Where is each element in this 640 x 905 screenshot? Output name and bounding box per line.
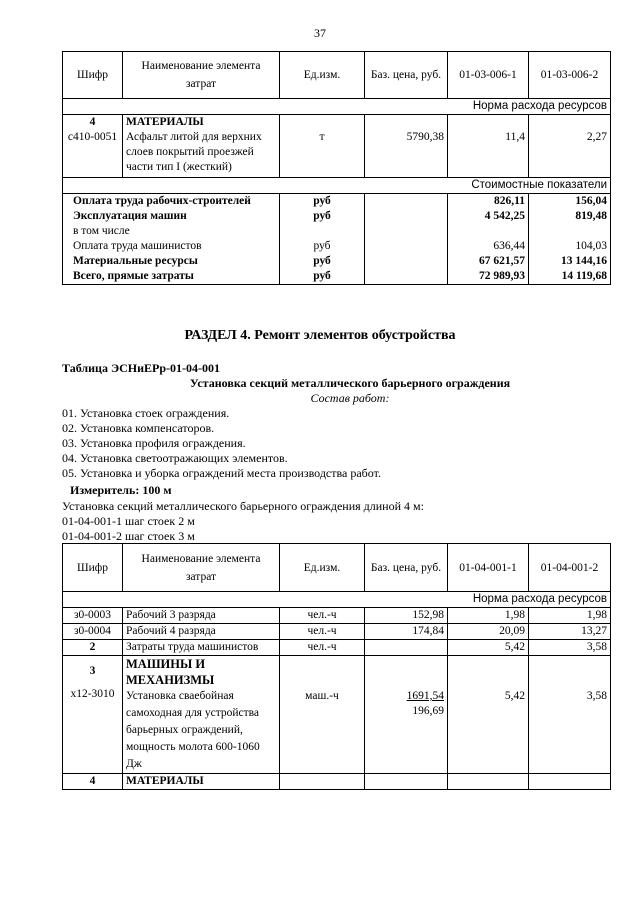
cost-v2: 13 144,16 [529, 254, 611, 269]
material-v2: 2,27 [586, 131, 607, 143]
norm-label: Норма расхода ресурсов [63, 99, 611, 115]
header-col2: 01-03-006-2 [529, 52, 611, 99]
worker-name: Рабочий 3 разряда [123, 608, 280, 624]
header-unit: Ед.изм. [280, 544, 365, 592]
machine-code-cell [63, 656, 123, 774]
worker-v1: 1,98 [448, 608, 529, 624]
cost-name: Эксплуатация машин [63, 209, 280, 224]
table-row [63, 640, 611, 656]
header-name: Наименование элемента затрат [123, 544, 280, 592]
machine-name-cell [123, 656, 280, 774]
cost-v1: 826,11 [448, 194, 529, 210]
section-title: МАТЕРИАЛЫ [126, 116, 204, 128]
worker-price: 174,84 [365, 624, 448, 640]
worker-v2: 13,27 [529, 624, 611, 640]
operators-price [365, 640, 448, 656]
empty-cell [448, 774, 529, 790]
empty-cell [529, 774, 611, 790]
machine-v2-cell [529, 656, 611, 774]
cost-v1: 636,44 [448, 239, 529, 254]
work-item: 02. Установка компенсаторов. [62, 421, 215, 435]
material-price: 5790,38 [406, 131, 444, 143]
empty-cell [280, 774, 365, 790]
cost-unit: руб [280, 239, 365, 254]
cost-v1: 72 989,93 [448, 269, 529, 285]
cost-v1 [448, 224, 529, 239]
cost-v2 [529, 224, 611, 239]
worker-v2: 1,98 [529, 608, 611, 624]
section-num-text: 4 [89, 116, 96, 128]
operators-code: 2 [63, 640, 123, 656]
empty-cell [365, 194, 448, 210]
machine-price: 1691,54 [406, 690, 444, 702]
cost-v2: 14 119,68 [529, 269, 611, 285]
cost-unit: руб [280, 209, 365, 224]
worker-v1: 20,09 [448, 624, 529, 640]
work-title: Состав работ: [310, 391, 390, 405]
measure: Измеритель: 100 м [70, 483, 172, 497]
material-code: с410-0051 [67, 131, 118, 143]
cost-v1: 4 542,25 [448, 209, 529, 224]
cost-v1: 67 621,57 [448, 254, 529, 269]
header-unit: Ед.изм. [280, 52, 365, 99]
header-code: Шифр [63, 544, 123, 592]
empty-cell [365, 774, 448, 790]
cost-name: в том числе [63, 224, 280, 239]
empty-cell [365, 269, 448, 285]
material-v2-cell [529, 115, 611, 178]
work-item: 03. Установка профиля ограждения. [62, 436, 246, 450]
machine-v1: 5,42 [504, 690, 525, 702]
worker-code: з0-0003 [63, 608, 123, 624]
variant: 01-04-001-2 шаг стоек 3 м [62, 529, 195, 543]
work-item: 04. Установка светоотражающих элементов. [62, 451, 288, 465]
worker-code: з0-0004 [63, 624, 123, 640]
machine-unit-cell [280, 656, 365, 774]
cost-unit: руб [280, 269, 365, 285]
cost-v2: 819,48 [529, 209, 611, 224]
material-v1: 11,4 [505, 131, 525, 143]
machine-price-cell [365, 656, 448, 774]
table-name: Установка секций металлического барьерного ограждения [189, 376, 511, 390]
material-name: Асфальт литой для верхних слоев покрытий проезжей части тип I (жесткий) [126, 131, 262, 173]
operators-v2: 3,58 [529, 640, 611, 656]
cost-label: Стоимостные показатели [63, 178, 611, 194]
cost-name: Оплата труда рабочих-строителей [63, 194, 280, 210]
operators-unit: чел.-ч [280, 640, 365, 656]
header-col1: 01-03-006-1 [448, 52, 529, 99]
operators-name: Затраты труда машинистов [123, 640, 280, 656]
machine-name: Установка сваебойная самоходная для устройства барьерных ограждений, мощность молота 600-1060 Дж [126, 690, 260, 770]
header-name: Наименование элемента затрат [123, 52, 280, 99]
cost-row [63, 209, 611, 224]
cost-v2: 104,03 [529, 239, 611, 254]
description: Установка секций металлического барьерного ограждения длиной 4 м: [62, 499, 424, 513]
table-row [63, 608, 611, 624]
cost-rows [63, 194, 611, 285]
resource-table-2 [62, 543, 611, 790]
table-id: Таблица ЭСНиЕРр-01-04-001 [62, 361, 221, 375]
table-row [63, 774, 611, 790]
worker-unit: чел.-ч [280, 624, 365, 640]
header-col2: 01-04-001-2 [529, 544, 611, 592]
materials-num: 4 [63, 774, 123, 790]
header-price: Баз. цена, руб. [365, 544, 448, 592]
material-unit: т [319, 131, 325, 143]
empty-cell [365, 239, 448, 254]
section-title: РАЗДЕЛ 4. Ремонт элементов обустройства [184, 328, 456, 343]
cost-unit: руб [280, 254, 365, 269]
page-number: 37 [314, 26, 326, 40]
machine-v1-cell [448, 656, 529, 774]
header-price: Баз. цена, руб. [365, 52, 448, 99]
work-item: 05. Установка и уборка ограждений места производства работ. [62, 466, 381, 480]
cost-unit: руб [280, 194, 365, 210]
header-col1: 01-04-001-1 [448, 544, 529, 592]
cost-name: Оплата труда машинистов [63, 239, 280, 254]
header-code: Шифр [63, 52, 123, 99]
materials-title: МАТЕРИАЛЫ [123, 774, 280, 790]
machine-code: х12-3010 [70, 688, 115, 700]
section-num [63, 115, 123, 178]
work-item: 01. Установка стоек ограждения. [62, 406, 230, 420]
worker-price: 152,98 [365, 608, 448, 624]
cost-row [63, 254, 611, 269]
machine-unit: маш.-ч [305, 690, 339, 702]
empty-cell [365, 254, 448, 269]
cost-row [63, 224, 611, 239]
machine-price-2: 196,69 [412, 705, 444, 717]
cost-row [63, 269, 611, 285]
cost-name: Всего, прямые затраты [63, 269, 280, 285]
machines-title: МАШИНЫ И МЕХАНИЗМЫ [126, 657, 215, 687]
worker-unit: чел.-ч [280, 608, 365, 624]
norm-label: Норма расхода ресурсов [63, 592, 611, 608]
empty-cell [365, 209, 448, 224]
operators-v1: 5,42 [448, 640, 529, 656]
table-row [63, 656, 611, 774]
variant: 01-04-001-1 шаг стоек 2 м [62, 514, 195, 528]
cost-row [63, 239, 611, 254]
cost-unit [280, 224, 365, 239]
material-price-cell [365, 115, 448, 178]
cost-row [63, 194, 611, 210]
machines-num: 3 [89, 665, 96, 677]
material-v1-cell [448, 115, 529, 178]
resource-table-1 [62, 51, 611, 285]
material-name-cell [123, 115, 280, 178]
worker-name: Рабочий 4 разряда [123, 624, 280, 640]
machine-v2: 3,58 [586, 690, 607, 702]
empty-cell [365, 224, 448, 239]
table-row [63, 624, 611, 640]
cost-name: Материальные ресурсы [63, 254, 280, 269]
material-unit-cell [280, 115, 365, 178]
cost-v2: 156,04 [529, 194, 611, 210]
